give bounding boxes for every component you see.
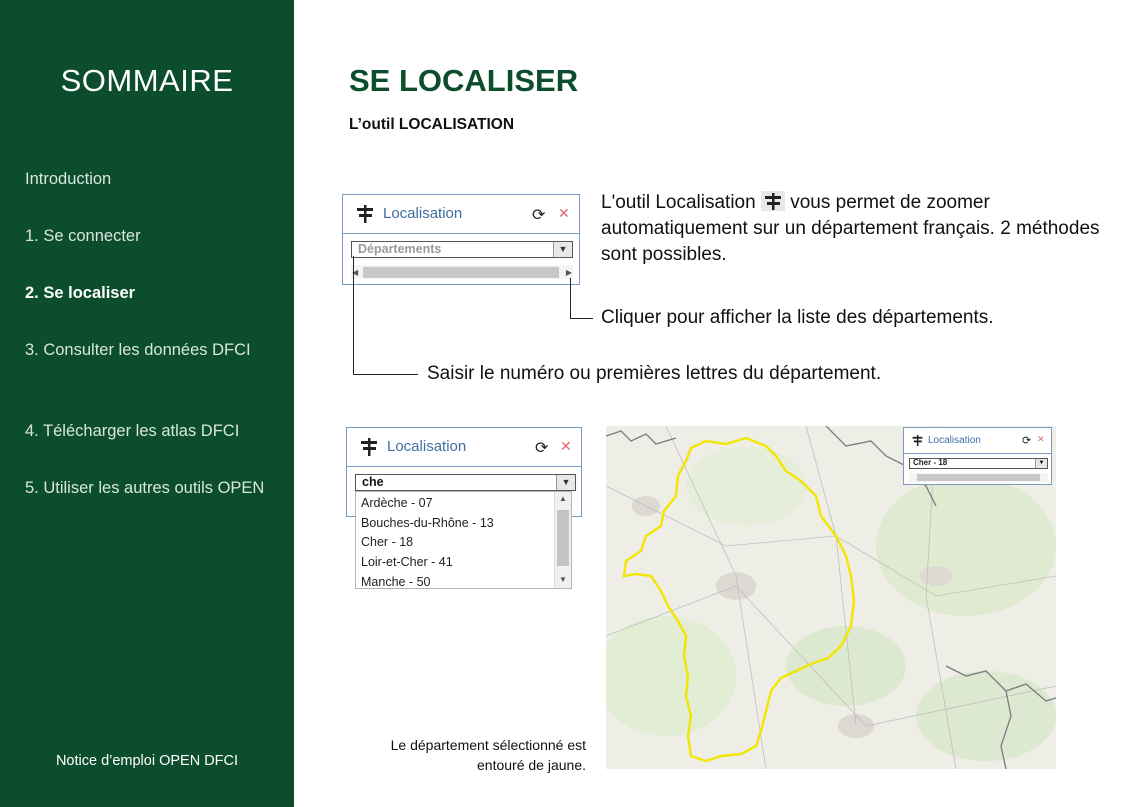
dropdown-arrow-icon[interactable]: ▼ (553, 242, 572, 257)
close-icon[interactable]: ✕ (1037, 434, 1045, 444)
selected-value: Cher - 18 (913, 458, 948, 467)
nav-item-autres-outils[interactable]: 5. Utiliser les autres outils OPEN (25, 479, 265, 497)
selected-departement-combo[interactable] (909, 458, 1048, 469)
horizontal-scrollbar[interactable] (909, 473, 1048, 482)
sidebar (0, 0, 294, 807)
nav-item-consulter-donnees[interactable]: 3. Consulter les données DFCI (25, 341, 251, 359)
list-item[interactable]: Manche - 50 (361, 575, 431, 589)
widget-title: Localisation (928, 435, 981, 446)
map-view[interactable] (606, 426, 1056, 769)
signpost-icon (912, 435, 923, 446)
callout-list-text: Cliquer pour afficher la liste des départements. (601, 307, 994, 328)
refresh-icon[interactable]: ⟳ (532, 207, 546, 224)
callout-input-text: Saisir le numéro ou premières lettres du département. (427, 363, 882, 384)
dropdown-arrow-icon[interactable]: ▼ (1035, 459, 1047, 468)
nav-item-telecharger-atlas[interactable]: 4. Télécharger les atlas DFCI (25, 422, 240, 440)
departement-dropdown-list (355, 491, 572, 589)
description-part1: L'outil Localisation (601, 192, 756, 213)
signpost-icon (360, 438, 378, 456)
sidebar-title: SOMMAIRE (60, 63, 234, 98)
page-title: SE LOCALISER (349, 63, 579, 98)
list-item[interactable]: Bouches-du-Rhône - 13 (361, 516, 494, 530)
callout-line-list (570, 278, 593, 319)
page-subtitle: L’outil LOCALISATION (349, 116, 515, 133)
signpost-icon (761, 191, 785, 211)
scrollbar-thumb[interactable] (917, 474, 1040, 481)
widget-header (343, 195, 579, 234)
caption-line-1: Le département sélectionné est (390, 737, 586, 753)
map-localisation-widget (903, 427, 1052, 485)
dropdown-arrow-icon[interactable]: ▼ (556, 475, 575, 490)
input-value: che (362, 475, 384, 489)
close-icon[interactable]: ✕ (558, 205, 570, 221)
close-icon[interactable]: ✕ (560, 438, 572, 454)
list-item[interactable]: Ardèche - 07 (361, 496, 433, 510)
vertical-scrollbar[interactable] (554, 492, 571, 588)
caption-line-2: entouré de jaune. (477, 757, 586, 773)
description-part2: vous permet de zoomer automatiquement sur un département français. 2 méthodes sont possibles. (601, 192, 1100, 265)
list-item[interactable]: Loir-et-Cher - 41 (361, 555, 453, 569)
scroll-left-icon[interactable]: ◀ (352, 268, 359, 277)
nav-item-introduction[interactable]: Introduction (25, 170, 112, 188)
callout-line-input (353, 256, 418, 375)
departement-input[interactable] (355, 474, 576, 491)
refresh-icon[interactable]: ⟳ (1022, 435, 1032, 447)
list-item[interactable]: Cher - 18 (361, 535, 414, 549)
sidebar-footer: Notice d’emploi OPEN DFCI (55, 753, 239, 769)
tool-description (601, 190, 1101, 268)
scroll-right-icon[interactable]: ▶ (565, 268, 572, 277)
scroll-up-icon[interactable]: ▲ (559, 494, 567, 503)
signpost-icon (356, 205, 374, 223)
widget-header (904, 428, 1051, 454)
widget-header (347, 428, 581, 467)
widget-title: Localisation (383, 205, 463, 222)
map-caption (391, 735, 586, 775)
combo-placeholder: Départements (358, 242, 442, 256)
refresh-icon[interactable]: ⟳ (535, 440, 549, 457)
nav-item-se-localiser[interactable]: 2. Se localiser (25, 284, 136, 302)
nav-item-se-connecter[interactable]: 1. Se connecter (25, 227, 141, 245)
scrollbar-thumb[interactable] (557, 510, 569, 566)
scroll-down-icon[interactable]: ▼ (559, 575, 567, 584)
widget-title: Localisation (387, 438, 467, 455)
